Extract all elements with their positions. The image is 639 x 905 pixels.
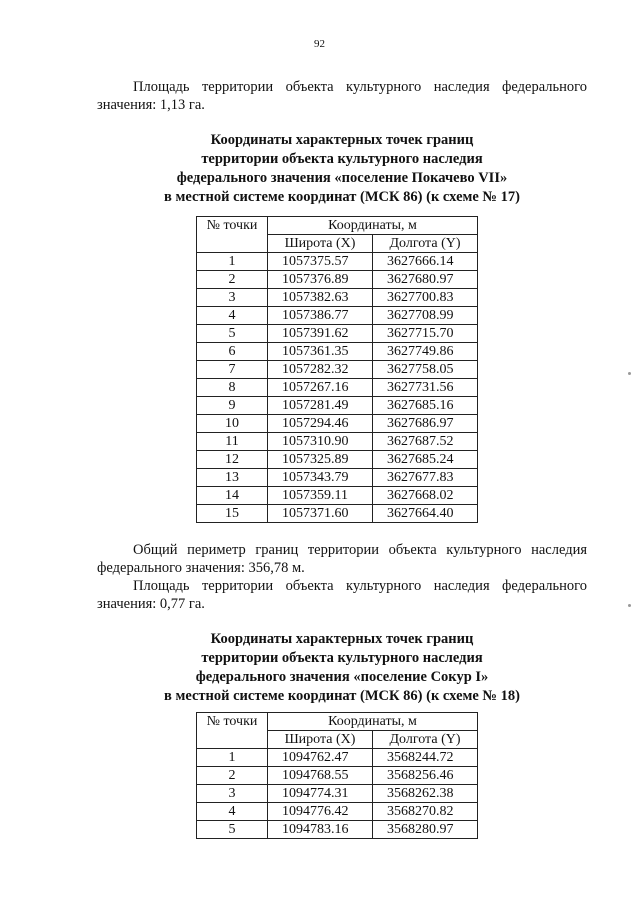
point-number-cell: 13 [197, 469, 268, 487]
heading-18-line1: Координаты характерных точек границ [210, 631, 474, 647]
latitude-x-cell: 1094762.47 [268, 749, 373, 767]
latitude-x-cell: 1094768.55 [268, 767, 373, 785]
point-number-cell: 7 [197, 361, 268, 379]
perimeter-paragraph-2-line1: Общий периметр границ территории объекта культурного наследия [133, 542, 587, 558]
longitude-y-cell: 3627685.24 [373, 451, 478, 469]
header-point-number: № точки [197, 217, 268, 253]
latitude-x-cell: 1057376.89 [268, 271, 373, 289]
longitude-y-cell: 3568280.97 [373, 821, 478, 839]
longitude-y-cell: 3627680.97 [373, 271, 478, 289]
point-number-cell: 9 [197, 397, 268, 415]
heading-17-line3: федерального значения «поселение Покачево VII» [176, 170, 508, 186]
table-row [197, 767, 478, 785]
table-row [197, 397, 478, 415]
point-number-cell: 15 [197, 505, 268, 523]
table-row [197, 505, 478, 523]
table-row [197, 289, 478, 307]
point-number-cell: 1 [197, 749, 268, 767]
point-number-cell: 10 [197, 415, 268, 433]
longitude-y-cell: 3627666.14 [373, 253, 478, 271]
latitude-x-cell: 1057361.35 [268, 343, 373, 361]
longitude-y-cell: 3627715.70 [373, 325, 478, 343]
table-row [197, 361, 478, 379]
point-number-cell: 2 [197, 767, 268, 785]
latitude-x-cell: 1094783.16 [268, 821, 373, 839]
latitude-x-cell: 1057281.49 [268, 397, 373, 415]
header-coordinates: Координаты, м [268, 217, 478, 235]
table-row [197, 821, 478, 839]
header-latitude-x: Широта (X) [268, 731, 373, 749]
header-coordinates: Координаты, м [268, 713, 478, 731]
longitude-y-cell: 3627664.40 [373, 505, 478, 523]
latitude-x-cell: 1057267.16 [268, 379, 373, 397]
header-longitude-y: Долгота (Y) [373, 235, 478, 253]
longitude-y-cell: 3627685.16 [373, 397, 478, 415]
area-paragraph-2-line1: Площадь территории объекта культурного наследия федерального [133, 578, 587, 594]
point-number-cell: 8 [197, 379, 268, 397]
table-row [197, 469, 478, 487]
point-number-cell: 4 [197, 307, 268, 325]
table-row [197, 749, 478, 767]
table-row [197, 325, 478, 343]
table-row [197, 415, 478, 433]
heading-18-line2: территории объекта культурного наследия [201, 650, 483, 666]
point-number-cell: 11 [197, 433, 268, 451]
longitude-y-cell: 3627686.97 [373, 415, 478, 433]
scan-mark [628, 372, 631, 375]
point-number-cell: 5 [197, 325, 268, 343]
latitude-x-cell: 1057310.90 [268, 433, 373, 451]
longitude-y-cell: 3627708.99 [373, 307, 478, 325]
longitude-y-cell: 3627731.56 [373, 379, 478, 397]
latitude-x-cell: 1057391.62 [268, 325, 373, 343]
point-number-cell: 12 [197, 451, 268, 469]
header-latitude-x: Широта (X) [268, 235, 373, 253]
point-number-cell: 5 [197, 821, 268, 839]
page-number: 92 [314, 38, 325, 50]
point-number-cell: 1 [197, 253, 268, 271]
heading-17-line2: территории объекта культурного наследия [201, 151, 483, 167]
header-point-number: № точки [197, 713, 268, 749]
point-number-cell: 6 [197, 343, 268, 361]
longitude-y-cell: 3627687.52 [373, 433, 478, 451]
longitude-y-cell: 3568256.46 [373, 767, 478, 785]
latitude-x-cell: 1057343.79 [268, 469, 373, 487]
table-row [197, 307, 478, 325]
section-heading-18 [97, 630, 587, 706]
point-number-cell: 3 [197, 289, 268, 307]
longitude-y-cell: 3568270.82 [373, 803, 478, 821]
table-row [197, 451, 478, 469]
area-paragraph-2-line2: значения: 0,77 га. [97, 596, 205, 612]
table-row [197, 253, 478, 271]
latitude-x-cell: 1057282.32 [268, 361, 373, 379]
table-row [197, 803, 478, 821]
point-number-cell: 3 [197, 785, 268, 803]
point-number-cell: 4 [197, 803, 268, 821]
area-paragraph-2 [97, 577, 587, 595]
table-row [197, 379, 478, 397]
latitude-x-cell: 1057382.63 [268, 289, 373, 307]
table-row [197, 487, 478, 505]
coordinates-table-17 [196, 216, 478, 523]
area-paragraph-1-line1: Площадь территории объекта культурного наследия федерального [133, 79, 587, 95]
longitude-y-cell: 3568244.72 [373, 749, 478, 767]
header-longitude-y: Долгота (Y) [373, 731, 478, 749]
section-heading-17 [97, 131, 587, 207]
longitude-y-cell: 3627668.02 [373, 487, 478, 505]
latitude-x-cell: 1057371.60 [268, 505, 373, 523]
latitude-x-cell: 1057325.89 [268, 451, 373, 469]
table-row [197, 343, 478, 361]
perimeter-paragraph-2 [97, 541, 587, 559]
table-row [197, 785, 478, 803]
longitude-y-cell: 3568262.38 [373, 785, 478, 803]
longitude-y-cell: 3627677.83 [373, 469, 478, 487]
heading-17-line1: Координаты характерных точек границ [210, 132, 474, 148]
heading-17-line4: в местной системе координат (МСК 86) (к схеме № 17) [164, 189, 520, 205]
area-paragraph-1-line2: значения: 1,13 га. [97, 97, 205, 113]
table-18-body [197, 749, 478, 839]
table-row [197, 433, 478, 451]
heading-18-line4: в местной системе координат (МСК 86) (к схеме № 18) [164, 688, 520, 704]
latitude-x-cell: 1094776.42 [268, 803, 373, 821]
longitude-y-cell: 3627700.83 [373, 289, 478, 307]
coordinates-table-18 [196, 712, 478, 839]
area-paragraph-1 [97, 78, 587, 96]
heading-18-line3: федерального значения «поселение Сокур I» [195, 669, 489, 685]
perimeter-paragraph-2-line2: федерального значения: 356,78 м. [97, 560, 305, 576]
latitude-x-cell: 1057294.46 [268, 415, 373, 433]
scan-mark [628, 604, 631, 607]
latitude-x-cell: 1057375.57 [268, 253, 373, 271]
latitude-x-cell: 1057359.11 [268, 487, 373, 505]
longitude-y-cell: 3627749.86 [373, 343, 478, 361]
table-row [197, 271, 478, 289]
point-number-cell: 2 [197, 271, 268, 289]
point-number-cell: 14 [197, 487, 268, 505]
table-17-body [197, 253, 478, 523]
latitude-x-cell: 1094774.31 [268, 785, 373, 803]
latitude-x-cell: 1057386.77 [268, 307, 373, 325]
longitude-y-cell: 3627758.05 [373, 361, 478, 379]
